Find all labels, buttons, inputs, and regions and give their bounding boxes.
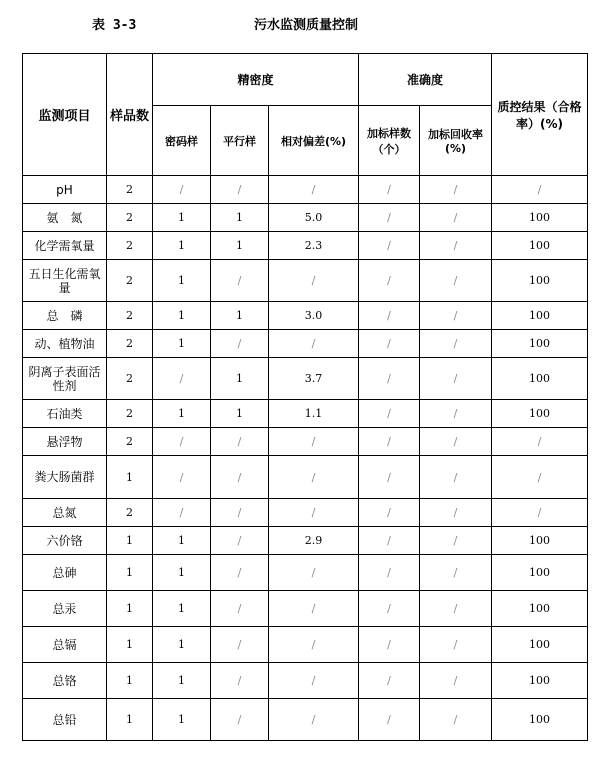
- cell-item: 总镉: [23, 627, 107, 663]
- cell-item: 总铬: [23, 663, 107, 699]
- cell-recovery: /: [420, 330, 492, 358]
- cell-spike-count: /: [359, 330, 420, 358]
- cell-parallel: 1: [211, 232, 269, 260]
- cell-spike-count: /: [359, 232, 420, 260]
- cell-parallel: 1: [211, 204, 269, 232]
- cell-recovery: /: [420, 456, 492, 499]
- cell-result: 100: [492, 555, 588, 591]
- table-row: [23, 591, 588, 627]
- cell-result: 100: [492, 663, 588, 699]
- cell-spike-count: /: [359, 260, 420, 302]
- cell-recovery: /: [420, 555, 492, 591]
- cell-parallel: /: [211, 330, 269, 358]
- cell-spike-count: /: [359, 663, 420, 699]
- header-spike-count: 加标样数（个）: [359, 106, 420, 176]
- cell-item: 总氮: [23, 499, 107, 527]
- cell-samples: 2: [107, 428, 153, 456]
- table-row: [23, 260, 588, 302]
- cell-recovery: /: [420, 591, 492, 627]
- cell-recovery: /: [420, 204, 492, 232]
- cell-item: 总汞: [23, 591, 107, 627]
- cell-spike-count: /: [359, 555, 420, 591]
- cell-result: 100: [492, 591, 588, 627]
- cell-item: 动、植物油: [23, 330, 107, 358]
- cell-blind: /: [153, 456, 211, 499]
- cell-item: 悬浮物: [23, 428, 107, 456]
- cell-parallel: 1: [211, 302, 269, 330]
- cell-result: /: [492, 456, 588, 499]
- cell-recovery: /: [420, 302, 492, 330]
- cell-recovery: /: [420, 699, 492, 741]
- table-number: 表 3-3: [92, 18, 137, 33]
- cell-spike-count: /: [359, 358, 420, 400]
- cell-result: /: [492, 499, 588, 527]
- table-row: [23, 204, 588, 232]
- cell-parallel: /: [211, 627, 269, 663]
- header-precision: 精密度: [153, 54, 359, 106]
- cell-result: 100: [492, 627, 588, 663]
- table-row: [23, 499, 588, 527]
- cell-result: 100: [492, 232, 588, 260]
- header-spike-recovery: 加标回收率(%): [420, 106, 492, 176]
- cell-samples: 2: [107, 204, 153, 232]
- cell-spike-count: /: [359, 456, 420, 499]
- cell-samples: 2: [107, 400, 153, 428]
- cell-result: 100: [492, 527, 588, 555]
- cell-spike-count: /: [359, 499, 420, 527]
- cell-result: 100: [492, 699, 588, 741]
- cell-parallel: /: [211, 527, 269, 555]
- cell-rel-dev: 1.1: [269, 400, 359, 428]
- header-item: 监测项目: [23, 54, 107, 176]
- cell-blind: 1: [153, 400, 211, 428]
- cell-parallel: /: [211, 591, 269, 627]
- header-parallel: 平行样: [211, 106, 269, 176]
- cell-parallel: /: [211, 699, 269, 741]
- cell-spike-count: /: [359, 527, 420, 555]
- table-row: [23, 699, 588, 741]
- cell-blind: 1: [153, 699, 211, 741]
- cell-blind: /: [153, 358, 211, 400]
- table-caption: [0, 14, 609, 36]
- table-row: [23, 400, 588, 428]
- cell-samples: 2: [107, 330, 153, 358]
- table-row: [23, 627, 588, 663]
- cell-rel-dev: 2.3: [269, 232, 359, 260]
- cell-rel-dev: /: [269, 456, 359, 499]
- header-accuracy: 准确度: [359, 54, 492, 106]
- header-rel-dev: 相对偏差(%): [269, 106, 359, 176]
- cell-spike-count: /: [359, 699, 420, 741]
- cell-blind: 1: [153, 527, 211, 555]
- table-row: [23, 358, 588, 400]
- table-row: [23, 663, 588, 699]
- cell-item: 总砷: [23, 555, 107, 591]
- cell-result: 100: [492, 204, 588, 232]
- cell-spike-count: /: [359, 627, 420, 663]
- table-row: [23, 302, 588, 330]
- cell-samples: 1: [107, 555, 153, 591]
- cell-rel-dev: 5.0: [269, 204, 359, 232]
- cell-rel-dev: /: [269, 176, 359, 204]
- table-row: [23, 428, 588, 456]
- cell-result: 100: [492, 400, 588, 428]
- cell-recovery: /: [420, 428, 492, 456]
- cell-rel-dev: /: [269, 260, 359, 302]
- cell-blind: 1: [153, 555, 211, 591]
- cell-samples: 2: [107, 358, 153, 400]
- cell-spike-count: /: [359, 204, 420, 232]
- cell-spike-count: /: [359, 302, 420, 330]
- cell-result: 100: [492, 358, 588, 400]
- cell-blind: 1: [153, 232, 211, 260]
- cell-item: 五日生化需氧量: [23, 260, 107, 302]
- cell-samples: 2: [107, 176, 153, 204]
- cell-item: 总 磷: [23, 302, 107, 330]
- cell-samples: 1: [107, 591, 153, 627]
- cell-blind: 1: [153, 627, 211, 663]
- cell-samples: 1: [107, 456, 153, 499]
- header-qc-result: 质控结果（合格率）(%): [492, 54, 588, 176]
- cell-blind: /: [153, 499, 211, 527]
- cell-parallel: /: [211, 456, 269, 499]
- cell-result: 100: [492, 260, 588, 302]
- cell-item: pH: [23, 176, 107, 204]
- cell-recovery: /: [420, 527, 492, 555]
- table-row: [23, 232, 588, 260]
- cell-parallel: /: [211, 176, 269, 204]
- cell-parallel: /: [211, 555, 269, 591]
- cell-rel-dev: /: [269, 699, 359, 741]
- cell-rel-dev: 3.0: [269, 302, 359, 330]
- cell-rel-dev: 2.9: [269, 527, 359, 555]
- cell-blind: 1: [153, 260, 211, 302]
- cell-parallel: 1: [211, 358, 269, 400]
- cell-samples: 2: [107, 302, 153, 330]
- cell-rel-dev: /: [269, 663, 359, 699]
- cell-spike-count: /: [359, 400, 420, 428]
- header-blind: 密码样: [153, 106, 211, 176]
- cell-parallel: 1: [211, 400, 269, 428]
- cell-recovery: /: [420, 260, 492, 302]
- cell-spike-count: /: [359, 176, 420, 204]
- table-row: [23, 330, 588, 358]
- table-row: [23, 527, 588, 555]
- cell-parallel: /: [211, 499, 269, 527]
- cell-item: 阴离子表面活性剂: [23, 358, 107, 400]
- cell-recovery: /: [420, 232, 492, 260]
- cell-result: 100: [492, 330, 588, 358]
- cell-parallel: /: [211, 663, 269, 699]
- cell-blind: 1: [153, 302, 211, 330]
- cell-recovery: /: [420, 176, 492, 204]
- cell-samples: 1: [107, 663, 153, 699]
- cell-item: 六价铬: [23, 527, 107, 555]
- cell-rel-dev: /: [269, 428, 359, 456]
- cell-rel-dev: /: [269, 555, 359, 591]
- cell-rel-dev: /: [269, 330, 359, 358]
- table-row: [23, 456, 588, 499]
- cell-item: 石油类: [23, 400, 107, 428]
- table-row: [23, 555, 588, 591]
- cell-result: /: [492, 428, 588, 456]
- cell-recovery: /: [420, 358, 492, 400]
- cell-result: /: [492, 176, 588, 204]
- cell-samples: 2: [107, 232, 153, 260]
- cell-recovery: /: [420, 499, 492, 527]
- cell-samples: 1: [107, 699, 153, 741]
- cell-spike-count: /: [359, 591, 420, 627]
- cell-parallel: /: [211, 428, 269, 456]
- cell-blind: 1: [153, 591, 211, 627]
- cell-item: 粪大肠菌群: [23, 456, 107, 499]
- cell-blind: 1: [153, 330, 211, 358]
- cell-blind: /: [153, 176, 211, 204]
- cell-recovery: /: [420, 663, 492, 699]
- cell-parallel: /: [211, 260, 269, 302]
- cell-item: 总铅: [23, 699, 107, 741]
- cell-rel-dev: /: [269, 627, 359, 663]
- cell-samples: 2: [107, 260, 153, 302]
- cell-blind: 1: [153, 204, 211, 232]
- cell-rel-dev: /: [269, 591, 359, 627]
- cell-recovery: /: [420, 400, 492, 428]
- cell-samples: 1: [107, 527, 153, 555]
- cell-rel-dev: 3.7: [269, 358, 359, 400]
- cell-result: 100: [492, 302, 588, 330]
- cell-samples: 1: [107, 627, 153, 663]
- table-title: 污水监测质量控制: [254, 18, 359, 33]
- cell-blind: /: [153, 428, 211, 456]
- cell-spike-count: /: [359, 428, 420, 456]
- table-row: [23, 176, 588, 204]
- cell-samples: 2: [107, 499, 153, 527]
- cell-recovery: /: [420, 627, 492, 663]
- header-samples: 样品数: [107, 54, 153, 176]
- qc-table: [22, 53, 588, 741]
- cell-item: 化学需氧量: [23, 232, 107, 260]
- cell-blind: 1: [153, 663, 211, 699]
- cell-rel-dev: /: [269, 499, 359, 527]
- cell-item: 氨 氮: [23, 204, 107, 232]
